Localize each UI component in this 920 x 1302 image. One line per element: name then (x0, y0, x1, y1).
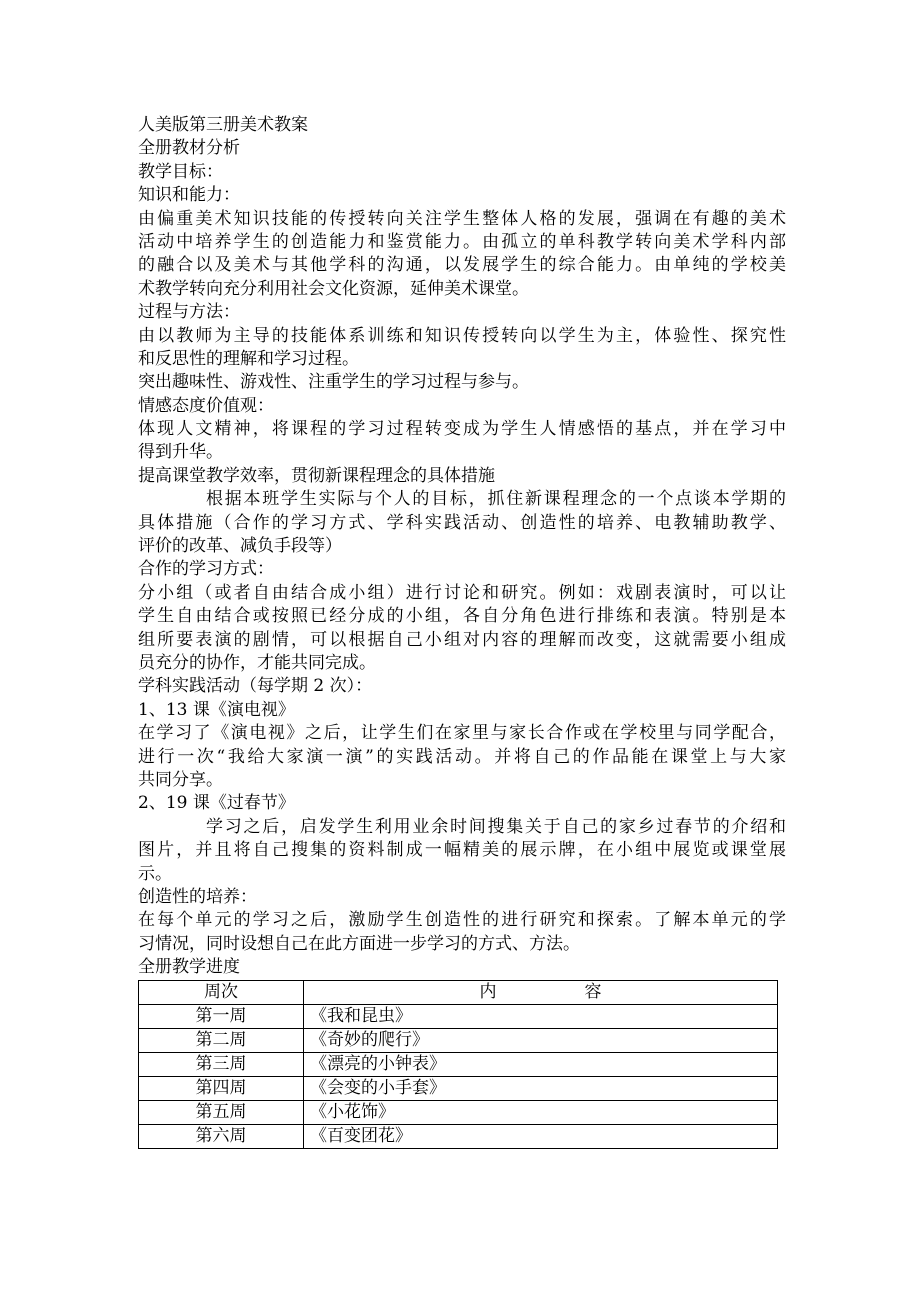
week-cell: 第一周 (139, 1005, 304, 1029)
table-header-row (139, 981, 778, 1005)
col-week-header: 周次 (139, 981, 304, 1005)
table-row (139, 1029, 778, 1053)
knowledge-line: 术教学转向充分利用社会文化资源，延伸美术课堂。 (138, 278, 529, 299)
measures-line: 根据本班学生实际与个人的目标，抓住新课程理念的一个点谈本学期的 (206, 489, 786, 510)
coop-line: 分小组（或者自由结合成小组）进行讨论和研究。例如：戏剧表演时，可以让 (138, 582, 786, 603)
process-line: 由以教师为主导的技能体系训练和知识传授转向以学生为主，体验性、探究性 (138, 325, 786, 346)
process-line: 和反思性的理解和学习过程。 (138, 348, 359, 369)
coop-line: 学生自由结合或按照已经分成的小组，各自分角色进行排练和表演。特别是本 (138, 606, 786, 627)
week-cell: 第二周 (139, 1029, 304, 1053)
knowledge-line: 由偏重美术知识技能的传授转向关注学生整体人格的发展，强调在有趣的美术 (138, 208, 786, 229)
creativity-line: 习情况，同时设想自己在此方面进一步学习的方式、方法。 (138, 933, 580, 954)
measures-line: 评价的改革、减负手段等） (138, 536, 342, 557)
creativity-heading: 创造性的培养： (138, 886, 257, 907)
doc-subtitle: 全册教材分析 (138, 138, 240, 159)
content-cell: 《我和昆虫》 (304, 1005, 778, 1029)
lesson13-title: 1、13 课《演电视》 (138, 699, 295, 720)
content-cell: 《小花饰》 (304, 1101, 778, 1125)
fun-line: 突出趣味性、游戏性、注重学生的学习过程与参与。 (138, 372, 529, 393)
schedule-table (138, 980, 778, 1149)
creativity-line: 在每个单元的学习之后，激励学生创造性的进行研究和探索。了解本单元的学 (138, 910, 786, 931)
practice-heading: 学科实践活动（每学期 2 次）： (138, 676, 373, 697)
lesson13-line: 在学习了《演电视》之后，让学生们在家里与家长合作或在学校里与同学配合， (138, 723, 786, 744)
content-cell: 《漂亮的小钟表》 (304, 1053, 778, 1077)
doc-title: 人美版第三册美术教案 (138, 115, 308, 135)
knowledge-line: 活动中培养学生的创造能力和鉴赏能力。由孤立的单科教学转向美术学科内部 (138, 231, 786, 252)
lesson13-line: 进行一次“我给大家演一演”的实践活动。并将自己的作品能在课堂上与大家 (138, 746, 786, 767)
col-content-header (304, 981, 778, 1005)
coop-line: 员充分的协作，才能共同完成。 (138, 652, 376, 673)
week-cell: 第六周 (139, 1125, 304, 1149)
emotion-line: 得到升华。 (138, 442, 223, 463)
lesson19-line: 示。 (138, 863, 172, 884)
col-content-char-1: 内 (479, 982, 497, 1003)
table-row (139, 1005, 778, 1029)
coop-line: 组所要表演的剧情，可以根据自己小组对内容的理解而改变，这就需要小组成 (138, 629, 786, 650)
table-row (139, 1101, 778, 1125)
col-content-char-2: 容 (584, 982, 602, 1003)
week-cell: 第四周 (139, 1077, 304, 1101)
lesson19-line: 学习之后，启发学生利用业余时间搜集关于自己的家乡过春节的介绍和 (206, 816, 786, 837)
measures-line: 具体措施（合作的学习方式、学科实践活动、创造性的培养、电教辅助教学、 (138, 512, 786, 533)
table-row (139, 1125, 778, 1149)
knowledge-line: 的融合以及美术与其他学科的沟通，以发展学生的综合能力。由单纯的学校美 (138, 255, 786, 276)
week-cell: 第五周 (139, 1101, 304, 1125)
document-page (138, 114, 786, 1149)
schedule-heading: 全册教学进度 (138, 957, 240, 978)
content-cell: 《奇妙的爬行》 (304, 1029, 778, 1053)
emotion-line: 体现人文精神，将课程的学习过程转变成为学生人情感悟的基点，并在学习中 (138, 419, 786, 440)
week-cell: 第三周 (139, 1053, 304, 1077)
emotion-heading: 情感态度价值观： (138, 395, 274, 416)
coop-heading: 合作的学习方式： (138, 559, 274, 580)
goals-heading: 教学目标： (138, 161, 223, 182)
content-cell: 《会变的小手套》 (304, 1077, 778, 1101)
table-row (139, 1077, 778, 1101)
process-heading: 过程与方法： (138, 302, 240, 323)
efficiency-heading: 提高课堂教学效率，贯彻新课程理念的具体措施 (138, 465, 495, 486)
content-cell: 《百变团花》 (304, 1125, 778, 1149)
lesson13-line: 共同分享。 (138, 769, 223, 790)
lesson19-line: 图片，并且将自己搜集的资料制成一幅精美的展示牌，在小组中展览或课堂展 (138, 840, 786, 861)
knowledge-heading: 知识和能力： (138, 185, 240, 206)
table-row (139, 1053, 778, 1077)
lesson19-title: 2、19 课《过春节》 (138, 793, 295, 814)
